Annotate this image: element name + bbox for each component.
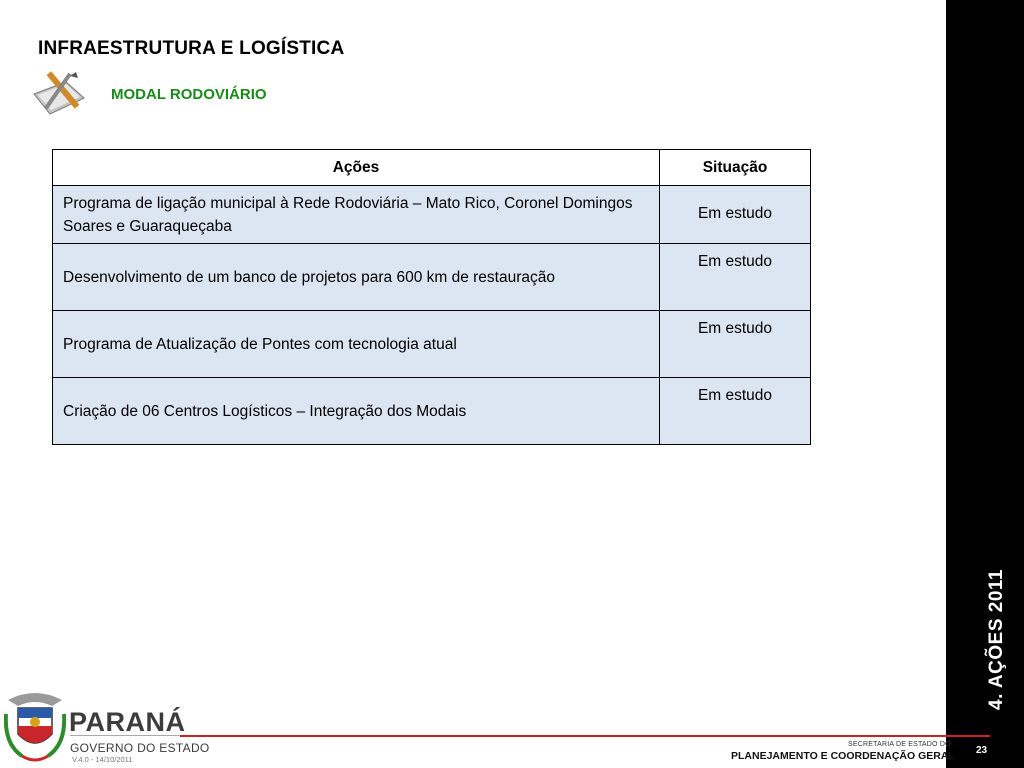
section-sidebar [946,0,1024,768]
coat-of-arms-icon [4,690,66,764]
status-cell: Em estudo [660,378,811,445]
column-header-actions: Ações [53,150,660,186]
status-cell: Em estudo [660,186,811,244]
version-label: V.4.0 - 14/10/2011 [72,755,133,764]
table-row [53,378,811,445]
section-label: 4. AÇÕES 2011 [986,569,1007,710]
table-row [53,186,811,244]
brand-name: PARANÁ [69,707,186,737]
column-header-status: Situação [660,150,811,186]
page-title: INFRAESTRUTURA E LOGÍSTICA [38,38,345,59]
table-row [53,244,811,311]
footer-divider [180,735,990,737]
action-cell: Desenvolvimento de um banco de projetos para 600 km de restauração [53,244,660,311]
section-subtitle: MODAL RODOVIÁRIO [111,86,267,103]
action-cell: Criação de 06 Centros Logísticos – Integração dos Modais [53,378,660,445]
department-label: PLANEJAMENTO E COORDENAÇÃO GERAL [731,750,955,762]
table-row [53,311,811,378]
brand-subtitle: GOVERNO DO ESTADO [70,741,210,755]
action-cell: Programa de Atualização de Pontes com tecnologia atual [53,311,660,378]
table-header-row [53,150,811,186]
secretaria-label: SECRETARIA DE ESTADO DO [848,741,951,748]
tools-icon [26,64,98,120]
status-cell: Em estudo [660,311,811,378]
page-number: 23 [976,745,988,756]
actions-table [52,149,811,445]
status-cell: Em estudo [660,244,811,311]
action-cell: Programa de ligação municipal à Rede Rodoviária – Mato Rico, Coronel Domingos Soares e Guaraqueçaba [53,186,660,244]
